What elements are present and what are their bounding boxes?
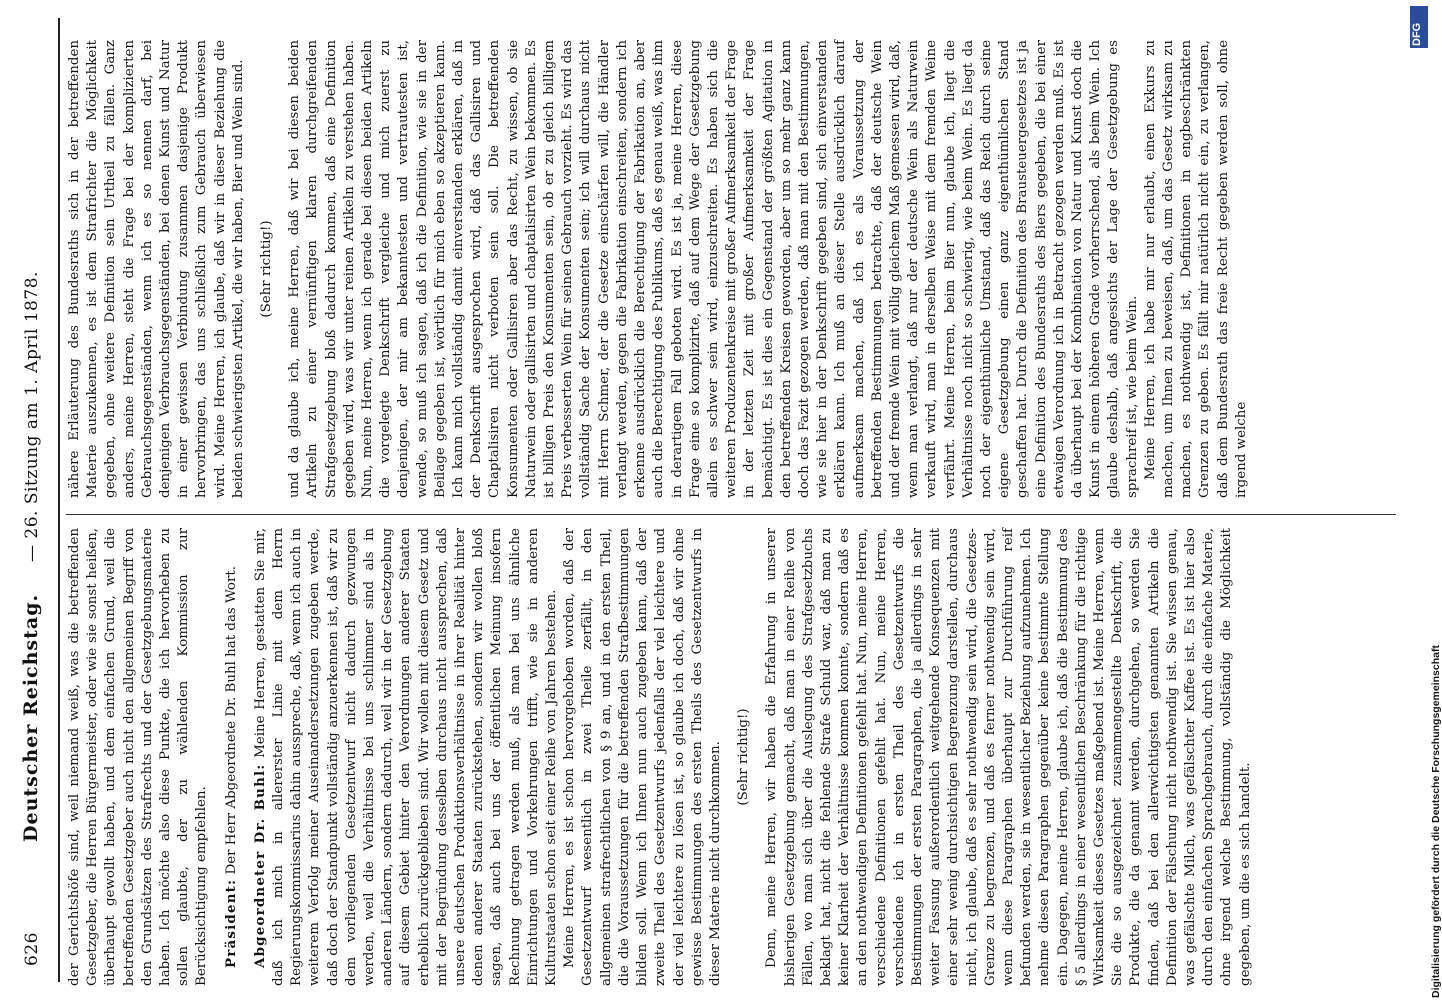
interjection: (Sehr richtig!) xyxy=(259,220,275,318)
page-number: 626 xyxy=(22,932,42,966)
paragraph xyxy=(222,528,241,986)
speaker-label: Präsident: xyxy=(222,878,239,968)
dfg-logo-text: DFG xyxy=(1411,22,1423,46)
session-title: — 26. Sitzung am 1. April 1878. xyxy=(22,271,42,562)
paragraph: Meine Herren, es ist schon hervorgehoben worden, daß der Gesetzentwurf wesentlich in zwei Theile zerfällt, in den allgemeinen strafrechtlichen von § 9 an, und in den ersten Theil, die die Voraussetzungen für die betreffenden Strafbestimmungen bilden soll. Wenn ich Ihnen nun auch zugeben kann, daß der zweite Theil des Gesetzentwurfs jedenfalls der viel leichtere und der viel leichtere zu lösen ist, so glaube ich doch, daß wir ohne gewisse Bestimmungen des ersten Theils des Gesetzentwurfs in dieser Materie nicht durchkommen. xyxy=(562,528,723,986)
paragraph-text: Meine Herren, gestatten Sie mir, daß ich mich in allererster Linie mit dem Herrn Regierungskommissarius dahin ausspreche, daß, wenn ich auch in weiterem Verfolg meiner Auseinandersetzungen zugeben werde, daß doch der Standpunkt vollständig anzuerkennen ist, daß wir zu dem vorliegenden Gesetzentwurf nicht dadurch gezwungen werden, weil die Verhältnisse bei uns schlimmer sind als in anderen Ländern, sondern dadurch, weil wir in der Gesetzgebung auf diesem Gebiet hinter den Verordnungen anderer Staaten erheblich zurückgeblieben sind. Wir wollen mit diesem Gesetz und mit der Begründung desselben durchaus nicht aussprechen, daß unsere deutschen Produktionsverhältnisse in ihrer Realität hinter denen anderer Staaten zurückstehen, sondern wir wollen bloß sagen, daß auch bei uns der öffentlichen Meinung insofern Rechnung getragen werden muß, als man bei uns ähnliche Einrichtungen und Vorkehrungen trifft, wie sie in anderen Kulturstaaten schon seit einer Reihe von Jahren bestehen. xyxy=(252,528,560,986)
digitization-credit xyxy=(1408,0,1442,1000)
right-column xyxy=(66,40,1396,498)
journal-title: Deutscher Reichstag. xyxy=(20,593,42,842)
interjection: (Sehr richtig!) xyxy=(736,708,752,806)
header-rule xyxy=(58,18,60,982)
dfg-logo xyxy=(1410,6,1428,48)
paragraph: Denn, meine Herren, wir haben die Erfahrung in unserer bisherigen Gesetzgebung gemacht, daß man in einer Reihe von Fällen, wo man sich über die Auslegung des Strafgesetzbuchs beklagt hat, nicht die fehlende Strafe Schuld war, daß man zu keiner Klarheit der Verhältnisse kommen konnte, sondern daß es an den nothwendigen Definitionen gefehlt hat. Nun, meine Herren, verschiedene Definitionen gefehlt hat. Nun, meine Herren, verschiedene ich in ersten Theil des Gesetzentwurfs die Bestimmungen der ersten Paragraphen, die ja allerdings in sehr weiter Fassung außerordentlich weitgehende Konsequenzen mit einer sehr wenig durchsichtigen Begrenzung darstellen, durchaus nicht, ich glaube, daß es sehr nothwendig sein wird, die Gesetzes-Grenze zu begrenzen, und daß es ferner nothwendig sein wird, wenn diese Paragraphen überhaupt zur Durchführung reif befunden werden, sie in wesentlicher Beziehung aufzunehmen. Ich nehme diesen Paragraphen gegenüber keine bestimmte Stellung ein. Dagegen, meine Herren, glaube ich, daß die Bestimmung des § 5 allerdings in einer wesentlichen Beschränkung für die richtige Wirksamkeit dieses Gesetzes maßgebend ist. Meine Herren, wenn Sie die so ausgezeichnet zusammengestellte Denkschrift, die Produkte, die da genannt werden, durchgehen, so werden Sie finden, daß bei den allerwichtigsten genannten Artikeln die Definition der Fälschung nicht nothwendig ist. Sie wissen genau, was gefälschte Milch, was gefälschter Kaffee ist. Es ist hier also durch den einfachen Sprachgebrauch, durch die einfache Materie, ohne irgend welche Bestimmung, vollständig die Möglichkeit gegeben, um die es sich handelt. xyxy=(764,528,1253,986)
paragraph xyxy=(251,528,561,986)
page-header xyxy=(10,18,52,982)
credit-text: Digitalisierung gefördert durch die Deutsche Forschungsgemeinschaft xyxy=(1430,645,1442,998)
speaker-label: Abgeordneter Dr. Buhl: xyxy=(251,763,268,968)
left-column xyxy=(66,528,1396,986)
column-divider xyxy=(66,514,1396,515)
paragraph: und da glaube ich, meine Herren, daß wir bei diesen beiden Artikeln zu einer vernünftigen klaren durchgreifenden Strafgesetzgebung bloß dadurch kommen, daß eine Definition gegeben wird, was wir unter reinen Artikeln zu verstehen haben. Nun, meine Herren, wenn ich gerade bei diesen beiden Artikeln die vorgelegte Denkschrift vergleiche und mich zuerst zu denjenigen, der mir am bekanntesten und vertrautesten ist, wende, so muß ich sagen, daß ich die Definition, wie sie in der Beilage gegeben ist, wörtlich für mich eben so akzeptieren kann. Ich kann mich vollständig damit einverstanden erklären, daß in der Denkschrift ausgesprochen wird, daß das Gallisiren und Chaptalisiren nicht verboten sein soll. Die betreffenden Konsumenten oder Gallisiren aber das Recht, zu wissen, ob sie Naturwein oder gallisirten und chaptalisirten Wein bekommen. Es ist billigen Preis den Konsumenten sein, ob er zu gleich billigem Preis verbesserten Wein für seinen Gebrauch vorzieht. Es wird das vollständig Sache der Konsumenten sein; ich will durchaus nicht mit Herrn Schmer, der die Gesetze einschärfen will, die Händler verlangt werden, gegen die Fabrikation einschreiten, sondern ich erkenne ausdrücklich die Berechtigung der Fabrikation an, aber auch die Berechtigung des Publikums, daß es genau weiß, was ihm in derartigem Fall geboten wird. Es ist ja, meine Herren, diese Frage eine so komplizirte, daß auf dem Wege der Gesetzgebung allein es schwer sein wird, einzuschreiten. Es haben sich die weiteren Produzentenkreise mit großer Aufmerksamkeit der Frage in der letzten Zeit mit großer Aufmerksamkeit der Frage bemächtigt. Es ist dies ein Gegenstand der größten Agitation in den betreffenden Kreisen geworden, aber um so mehr ganz kann doch das Fazit gezogen werden, daß man mit den Bestimmungen, wie sie hier in der Denkschrift gegeben sind, sich einverstanden erklären kann. Ich muß an dieser Stelle ausdrücklich darauf aufmerksam machen, daß ich es als Voraussetzung der betreffenden Bestimmungen betrachte, daß der deutsche Wein und der fremde Wein mit völlig gleichem Maß gemessen wird, daß, wenn man verlangt, daß nur der deutsche Wein als Naturwein verkauft wird, man in derselben Weise mit dem fremden Weine verfährt. Meine Herren, beim Bier nun, glaube ich, liegt die Verhältnisse noch nicht so schwierig, wie beim Wein. Es liegt da noch der eigenthümliche Umstand, daß das Reich durch seine eigene Gesetzgebung einen ganz eigenthümlichen Stand geschaffen hat. Durch die Definition des Brausteuergesetzes ist ja eine Definition des Bundesraths des Biers gegeben, die bei einer etwaigen Verordnung ich in Betracht gezogen werden muß. Es ist da überhaupt bei der Kombination von Natur und Kunst doch die Kunst in einem höheren Grade vorherrschend, als beim Wein. Ich glaube deshalb, daß angesichts der Lage der Gesetzgebung es sprachreif ist, wie beim Wein. xyxy=(287,40,1140,498)
paragraph-text: Der Herr Abgeordnete Dr. Buhl hat das Wort. xyxy=(223,565,239,875)
paragraph: der Gerichtshöfe sind, weil niemand weiß, was die betreffenden Gesetzgeber, die Herren Bürgermeister, oder wie sie sonst heißen, überhaupt gewollt haben, und dem einfachen Grund, weil die betreffenden Gesetzgeber auch nicht den allgemeinen Begriff von den Grundsätzen des Strafrechts und der Gesetzgebungsmaterie haben. Ich möchte also diese Punkte, die ich hervorheben zu sollen glaubte, der zu wählenden Kommission zur Berücksichtigung empfehlen. xyxy=(67,528,210,986)
paragraph: nähere Erläuterung des Bundesraths sich in der betreffenden Materie auszukennen, es ist dem Strafrichter die Möglichkeit gegeben, ohne weitere Definition sein Urtheil zu fällen. Ganz anders, meine Herren, steht die Frage bei der komplizierten Gebrauchsgegenständen, wenn ich es so nennen darf, bei denjenigen Verbrauchsgegenständen, bei denen Kunst und Natur in einer gewissen Verbindung zusammen dasjenige Produkt hervorbringen, das uns schließlich zum Gebrauch überwiesen wird. Meine Herren, ich glaube, daß wir in dieser Beziehung die beiden schwierigsten Artikel, die wir haben, Bier und Wein sind. xyxy=(67,40,246,498)
paragraph: Meine Herren, ich habe mir nur erlaubt, einen Exkurs zu machen, um Ihnen zu beweisen, daß, um das Gesetz wirksam zu machen, es nothwendig ist, Definitionen in engbeschränkten Grenzen zu geben. Es fällt mir natürlich nicht ein, zu verlangen, daß dem Bundesrath das freie Recht gegeben werden soll, ohne irgend welche xyxy=(1142,40,1249,498)
